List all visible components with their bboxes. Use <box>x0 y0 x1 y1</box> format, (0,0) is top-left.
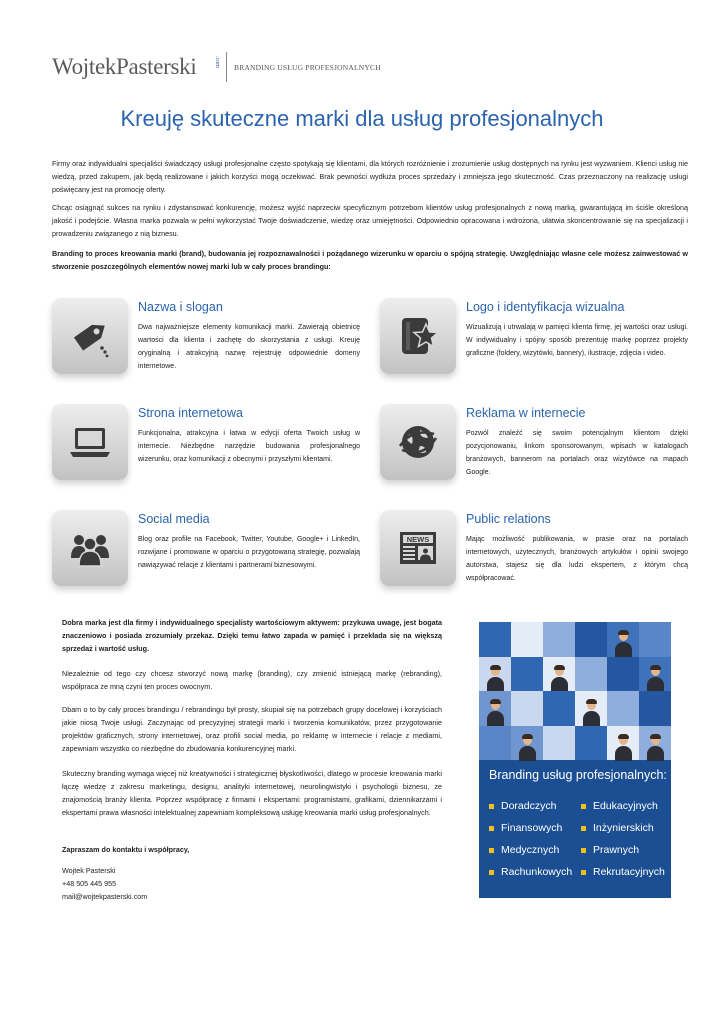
service-description: Wizualizują i utrwalają w pamięci klienta firmę, jej wartości oraz usługi. W indywidualny i spójny sposób prezentuję markę poprzez projekty graficzne (foldery, wizytówki, bannery), ilustracje, zdjęcia i video. <box>466 324 688 357</box>
promo-item-label: Medycznych <box>501 844 560 856</box>
portrait-image <box>519 735 535 761</box>
summary-paragraph-2 <box>62 667 442 693</box>
service-description: Funkcjonalna, atrakcyjna i łatwa w edycji oferta Twoich usług w internecie. Niezbędne narzędzie budowania profesjonalnego wizerunku, oraz komunikacji z obecnymi i przyszłymi klientami. <box>138 430 360 463</box>
grid-tile <box>607 691 639 726</box>
portrait-image <box>487 700 503 726</box>
grid-tile <box>511 657 543 692</box>
page-title: Kreuję skuteczne marki dla usług profesjonalnych <box>120 106 604 131</box>
logo-text[interactable]: WojtekPasterski <box>52 54 197 79</box>
summary-paragraph-4 <box>62 767 442 819</box>
contact-email[interactable]: mail@wojtekpasterski.com <box>62 892 148 901</box>
portrait-image <box>487 666 503 692</box>
grid-tile <box>479 726 511 761</box>
service-website <box>52 404 362 500</box>
grid-tile <box>575 726 607 761</box>
portrait-image <box>551 666 567 692</box>
bullet-icon <box>581 804 586 809</box>
grid-tile <box>639 622 671 657</box>
bullet-icon <box>489 848 494 853</box>
service-title: Logo i identyfikacja wizualna <box>466 300 625 314</box>
service-name-slogan <box>52 298 362 394</box>
service-description: Mając możliwość publikowania, w prasie oraz na portalach internetowych, użytecznych, branżowych artykułów i opinii swojego autorstwa, stajesz się dla ludzi ekspertem, z którym chcą współpracować. <box>466 536 688 582</box>
contact-phone[interactable]: +48 505 445 955 <box>62 879 117 888</box>
tag-icon <box>52 298 128 374</box>
grid-tile <box>543 691 575 726</box>
grid-tile <box>479 657 511 692</box>
service-online-ads <box>380 404 690 500</box>
intro-text-2: Chcąc osiągnąć sukces na rynku i zdystansować konkurencję, możesz wyjść naprzeciw specyficznym potrzebom klientów usług profesjonalnych z nową marką, gwarantującą im ściśle określoną jakość i podejście. Własna marka pozwala w pełni wykorzystać Twoje doświadczenie, wiedzę oraz umiejętności. Odpowiednio opracowana i wdrożona, ułatwia skoncentrowanie się na specjalizacji i prowadzeniu związanego z nią biznesu. <box>52 203 688 238</box>
promo-item-label: Inżynierskich <box>593 822 654 834</box>
header-divider <box>226 52 227 82</box>
intro-paragraph-1 <box>52 157 688 196</box>
promo-item-label: Doradczych <box>501 800 557 812</box>
summary-paragraph-3 <box>62 703 442 755</box>
promo-banner <box>479 622 671 898</box>
summary-text-4: Skuteczny branding wymaga więcej niż kreatywności i strategicznej błyskotliwości, dlatego w procesie kreowania marki łączę wiedzę z zakresu marketingu, designu, analityki internetowej, neurolingwistyki i psychologii biznesu, ze znajomością branży klienta. Poprzez współpracę z firmami i ekspertami: programistami, grafikami, dziennikarzami i ekspertami prawa własności intelektualnej zapewniam kompleksową usługę kreowania marki usług profesjonalnych. <box>62 769 442 817</box>
service-social-media <box>52 510 362 606</box>
newspaper-icon <box>380 510 456 586</box>
grid-tile <box>639 691 671 726</box>
promo-title: Branding usług profesjonalnych: <box>489 768 667 782</box>
promo-item-label: Prawnych <box>593 844 640 856</box>
intro-text-3: Branding to proces kreowania marki (brand), budowania jej rozpoznawalności i pożądanego wizerunku w oparciu o spójną strategię. Uwzględniając własne cele możesz zainwestować w stworzenie poszczególnych elementów nowej marki lub w cały proces brandingu: <box>52 249 688 271</box>
portrait-image <box>647 735 663 761</box>
header-tagline: BRANDING USŁUG PROFESJONALNYCH <box>234 63 381 72</box>
grid-tile <box>575 622 607 657</box>
site-header <box>52 50 692 84</box>
service-title: Social media <box>138 512 210 526</box>
promo-item-label: Finansowych <box>501 822 563 834</box>
newspaper-label: NEWS <box>406 535 430 544</box>
service-title: Public relations <box>466 512 551 526</box>
grid-tile <box>607 622 639 657</box>
intro-text-1: Firmy oraz indywidualni specjaliści świadczący usługi profesjonalne często spotykają się klientami, dla których rozróżnienie i zrozumienie usług dostępnych na rynku jest wyzwaniem. Klienci usług nie wiedzą, przed zakupem, jak będą realizowane i jakich korzyści mogą oczekiwać. Brak pewności wydłuża proces sprzedaży i zmniejsza jego skuteczność. Czas przeznaczony na realizację usługi poświęcany jest na promocję oferty. <box>52 159 688 194</box>
logo-domain: .com <box>214 56 220 68</box>
portrait-image <box>647 666 663 692</box>
portrait-image <box>583 700 599 726</box>
grid-tile <box>639 726 671 761</box>
laptop-icon <box>52 404 128 480</box>
portrait-image <box>615 631 631 657</box>
service-title: Nazwa i slogan <box>138 300 223 314</box>
contact-name: Wojtek Pasterski <box>62 866 116 875</box>
service-description: Dwa najważniejsze elementy komunikacji marki. Zawierają obietnicę wartości dla klienta i zachętę do skorzystania z usługi. Kreuję oryginalną i atrakcyjną nazwę rejestruję odpowiednie domeny internetowe. <box>138 324 360 370</box>
portrait-image <box>615 735 631 761</box>
summary-text-1: Dobra marka jest dla firmy i indywidualnego specjalisty wartościowym aktywem: przykuwa uwagę, jest bogata znaczeniowo i posiada zrozumiały przekaz. Dzięki temu łatwo zapada w pamięć i przekłada się na większą sprzedaż i wartość usług. <box>62 618 442 653</box>
grid-tile <box>511 691 543 726</box>
bullet-icon <box>581 826 586 831</box>
grid-tile <box>543 657 575 692</box>
grid-tile <box>543 622 575 657</box>
grid-tile <box>575 691 607 726</box>
bullet-icon <box>581 848 586 853</box>
bullet-icon <box>489 804 494 809</box>
people-icon <box>52 510 128 586</box>
promo-item-label: Rekrutacyjnych <box>593 866 665 878</box>
grid-tile <box>575 657 607 692</box>
grid-tile <box>511 726 543 761</box>
bullet-icon <box>489 826 494 831</box>
bullet-icon <box>581 870 586 875</box>
grid-tile <box>607 657 639 692</box>
intro-paragraph-3 <box>52 247 688 273</box>
summary-paragraph-1 <box>62 616 442 655</box>
globe-icon <box>380 404 456 480</box>
service-description: Pozwól znaleźć się swoim potencjalnym klientom dzięki pozycjonowaniu, linkom sponsorowanym, wpisach w katalogach branżowych, bannerom na portalach oraz wizytówce na mapach Google. <box>466 430 688 476</box>
intro-paragraph-2 <box>52 201 688 240</box>
contact-block <box>62 864 147 903</box>
grid-tile <box>479 691 511 726</box>
summary-text-3: Dbam o to by cały proces brandingu / rebrandingu był prosty, skupiał się na potrzebach grupy docelowej i korzyściach jakie niosą Twoje usługi. Zaczynając od precyzyjnej strategii marki i tworzenia komunikatów, przez przygotowanie projektów graficznych, strony internetowej, oraz profili social media, po reklamę w internecie i relacje z mediami, zapewniam wszystko co niezbędne do zbudowania konkurencyjnej marki. <box>62 705 442 753</box>
portrait-grid <box>479 622 671 760</box>
service-public-relations <box>380 510 690 606</box>
bullet-icon <box>489 870 494 875</box>
service-description: Blog oraz profile na Facebook, Twitter, Youtube, Google+ i LinkedIn, rozwijane i promowane w oparciu o przygotowaną strategię, pozwalają nawiązywać relacje z klientami i partnerami biznesowymi. <box>138 536 360 569</box>
summary-text-2: Niezależnie od tego czy chcesz stworzyć nową markę (branding), czy zmienić istniejącą markę (rebranding), współpraca ze mną czyni ten proces owocnym. <box>62 669 442 691</box>
promo-item-label: Edukacyjnych <box>593 800 658 812</box>
service-title: Reklama w internecie <box>466 406 586 420</box>
promo-item-label: Rachunkowych <box>501 866 573 878</box>
invitation-text: Zapraszam do kontaktu i współpracy, <box>62 845 190 854</box>
grid-tile <box>543 726 575 761</box>
service-logo-identity <box>380 298 690 394</box>
grid-tile <box>511 622 543 657</box>
service-title: Strona internetowa <box>138 406 243 420</box>
star-badge-icon <box>380 298 456 374</box>
grid-tile <box>607 726 639 761</box>
grid-tile <box>479 622 511 657</box>
grid-tile <box>639 657 671 692</box>
